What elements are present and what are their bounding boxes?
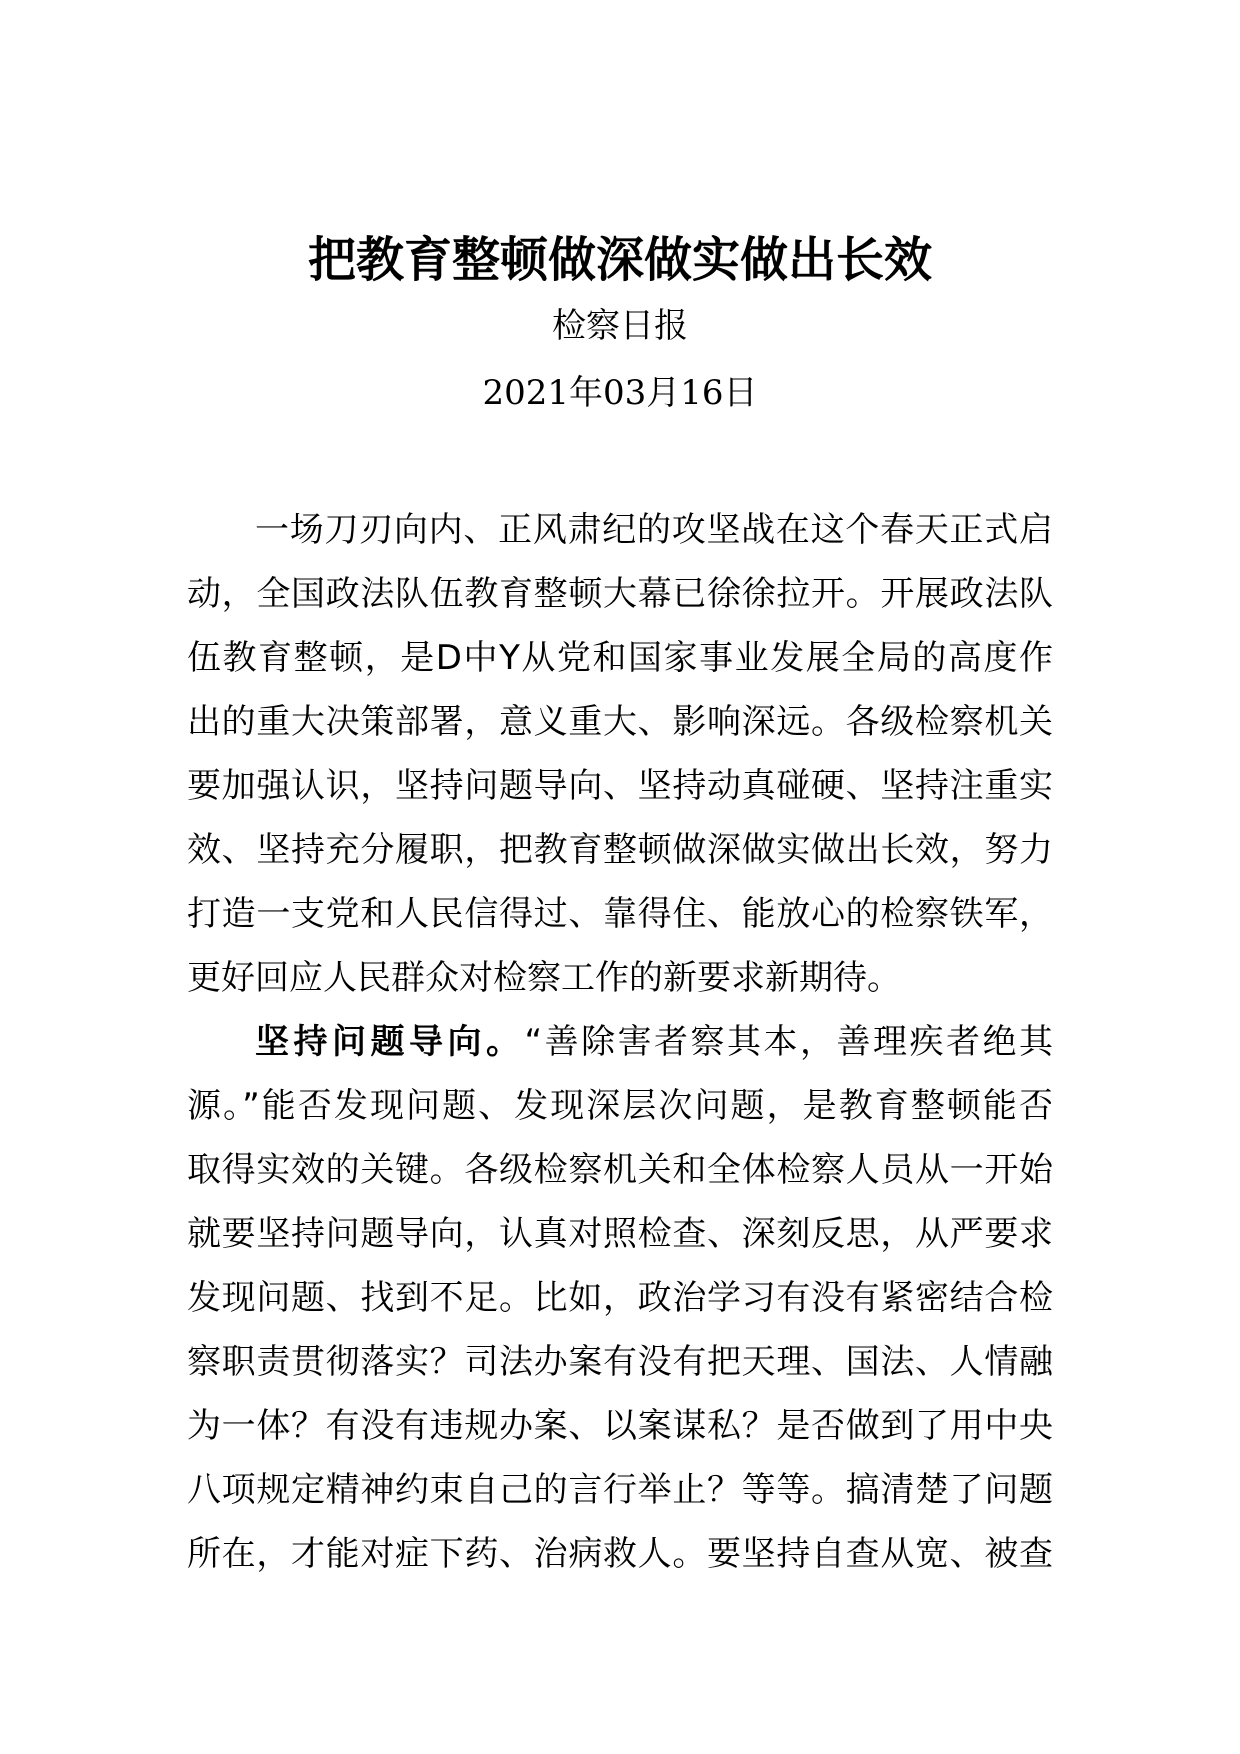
paragraph-line: 发现问题、找到不足。比如，政治学习有没有紧密结合检 [187, 1278, 1053, 1318]
section-lead-heading: 坚持问题导向。 [255, 1022, 525, 1062]
paragraph-line: 源。”能否发现问题、发现深层次问题，是教育整顿能否 [187, 1086, 1053, 1126]
paragraph-line: 为一体？有没有违规办案、以案谋私？是否做到了用中央 [187, 1406, 1053, 1446]
paragraph-line: 要加强认识，坚持问题导向、坚持动真碰硬、坚持注重实 [187, 766, 1053, 806]
paragraph-line: 就要坚持问题导向，认真对照检查、深刻反思，从严要求 [187, 1214, 1053, 1254]
paragraph-line: 八项规定精神约束自己的言行举止？等等。搞清楚了问题 [187, 1470, 1053, 1510]
paragraph-line: 伍教育整顿，是D中Y从党和国家事业发展全局的高度作 [187, 638, 1053, 678]
paragraph-intro [187, 498, 1053, 1010]
paragraph-line: 取得实效的关键。各级检察机关和全体检察人员从一开始 [187, 1150, 1053, 1190]
article-date: 2021年03月16日 [482, 373, 758, 413]
paragraph-line: 一场刀刃向内、正风肃纪的攻坚战在这个春天正式启 [255, 510, 1053, 550]
paragraph-line: 效、坚持充分履职，把教育整顿做深做实做出长效，努力 [187, 830, 1053, 870]
paragraph-problem-orientation [187, 1010, 1053, 1586]
article-title: 把教育整顿做深做实做出长效 [307, 232, 932, 288]
article-source: 检察日报 [552, 306, 688, 346]
paragraph-line: 所在，才能对症下药、治病救人。要坚持自查从宽、被查 [187, 1534, 1053, 1574]
paragraph-first-line [187, 1010, 1053, 1074]
paragraph-line-text: “善除害者察其本，善理疾者绝其 [524, 1022, 1053, 1062]
paragraph-line: 察职责贯彻落实？司法办案有没有把天理、国法、人情融 [187, 1342, 1053, 1382]
paragraph-line: 动，全国政法队伍教育整顿大幕已徐徐拉开。开展政法队 [187, 574, 1053, 614]
article-body [187, 498, 1053, 1586]
paragraph-line: 更好回应人民群众对检察工作的新要求新期待。 [187, 958, 901, 998]
paragraph-line: 打造一支党和人民信得过、靠得住、能放心的检察铁军， [187, 894, 1053, 934]
paragraph-line: 出的重大决策部署，意义重大、影响深远。各级检察机关 [187, 702, 1053, 742]
